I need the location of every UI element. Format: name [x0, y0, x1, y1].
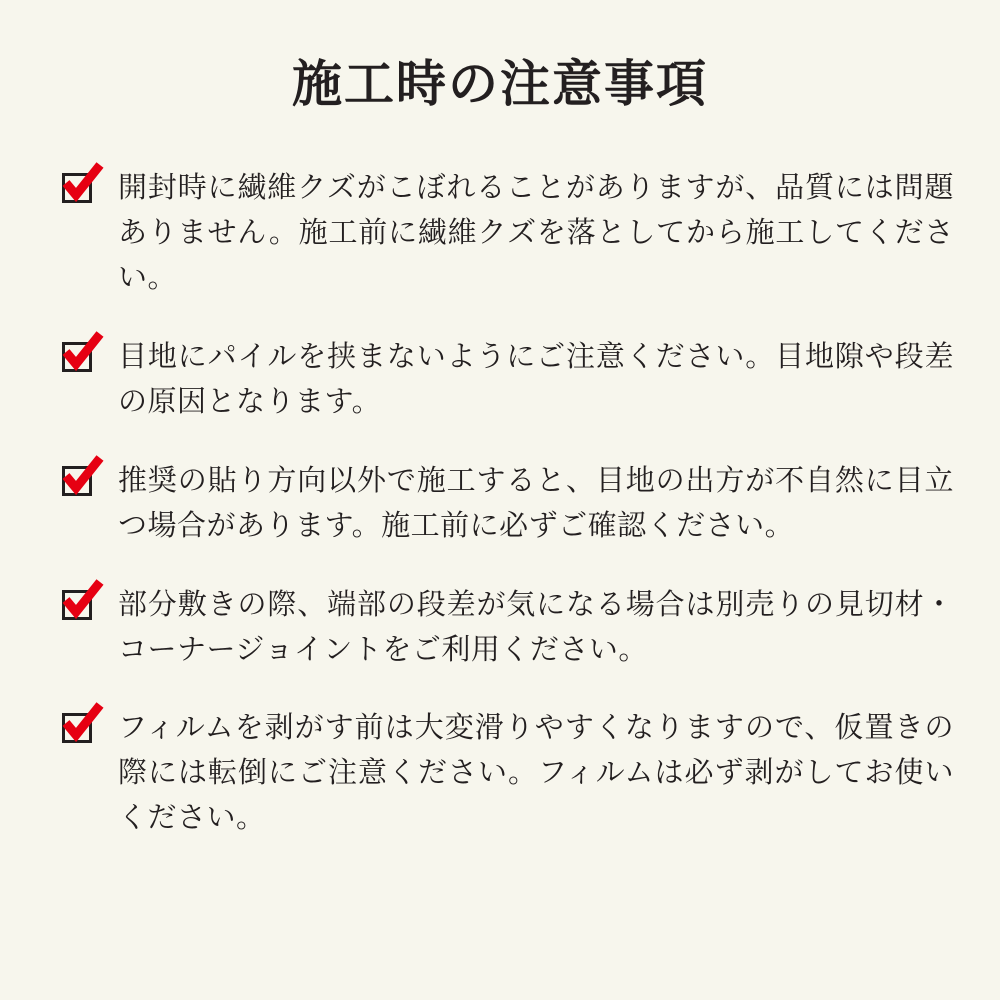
- checked-checkbox-icon: [62, 342, 96, 376]
- note-text: 推奨の貼り方向以外で施工すると、目地の出方が不自然に目立つ場合があります。施工前に必ずご確認ください。: [118, 464, 954, 542]
- checked-checkbox-icon: [62, 590, 96, 624]
- list-item: [46, 583, 954, 673]
- note-text: フィルムを剥がす前は大変滑りやすくなりますので、仮置きの際には転倒にご注意ください。フィルムは必ず剥がしてお使いください。: [118, 712, 954, 835]
- note-text: 開封時に繊維クズがこぼれることがありますが、品質には問題ありません。施工前に繊維クズを落としてから施工してください。: [118, 172, 954, 294]
- page-title: 施工時の注意事項: [292, 56, 708, 112]
- list-item: [46, 166, 954, 301]
- list-item: [46, 335, 954, 425]
- notes-list: [46, 166, 954, 841]
- note-text: 目地にパイルを挟まないようにご注意ください。目地隙や段差の原因となります。: [118, 340, 954, 418]
- note-text: 部分敷きの際、端部の段差が気になる場合は別売りの見切材・コーナージョイントをご利用ください。: [118, 588, 954, 666]
- checked-checkbox-icon: [62, 466, 96, 500]
- list-item: [46, 706, 954, 841]
- list-item: [46, 459, 954, 549]
- checked-checkbox-icon: [62, 173, 96, 207]
- checked-checkbox-icon: [62, 713, 96, 747]
